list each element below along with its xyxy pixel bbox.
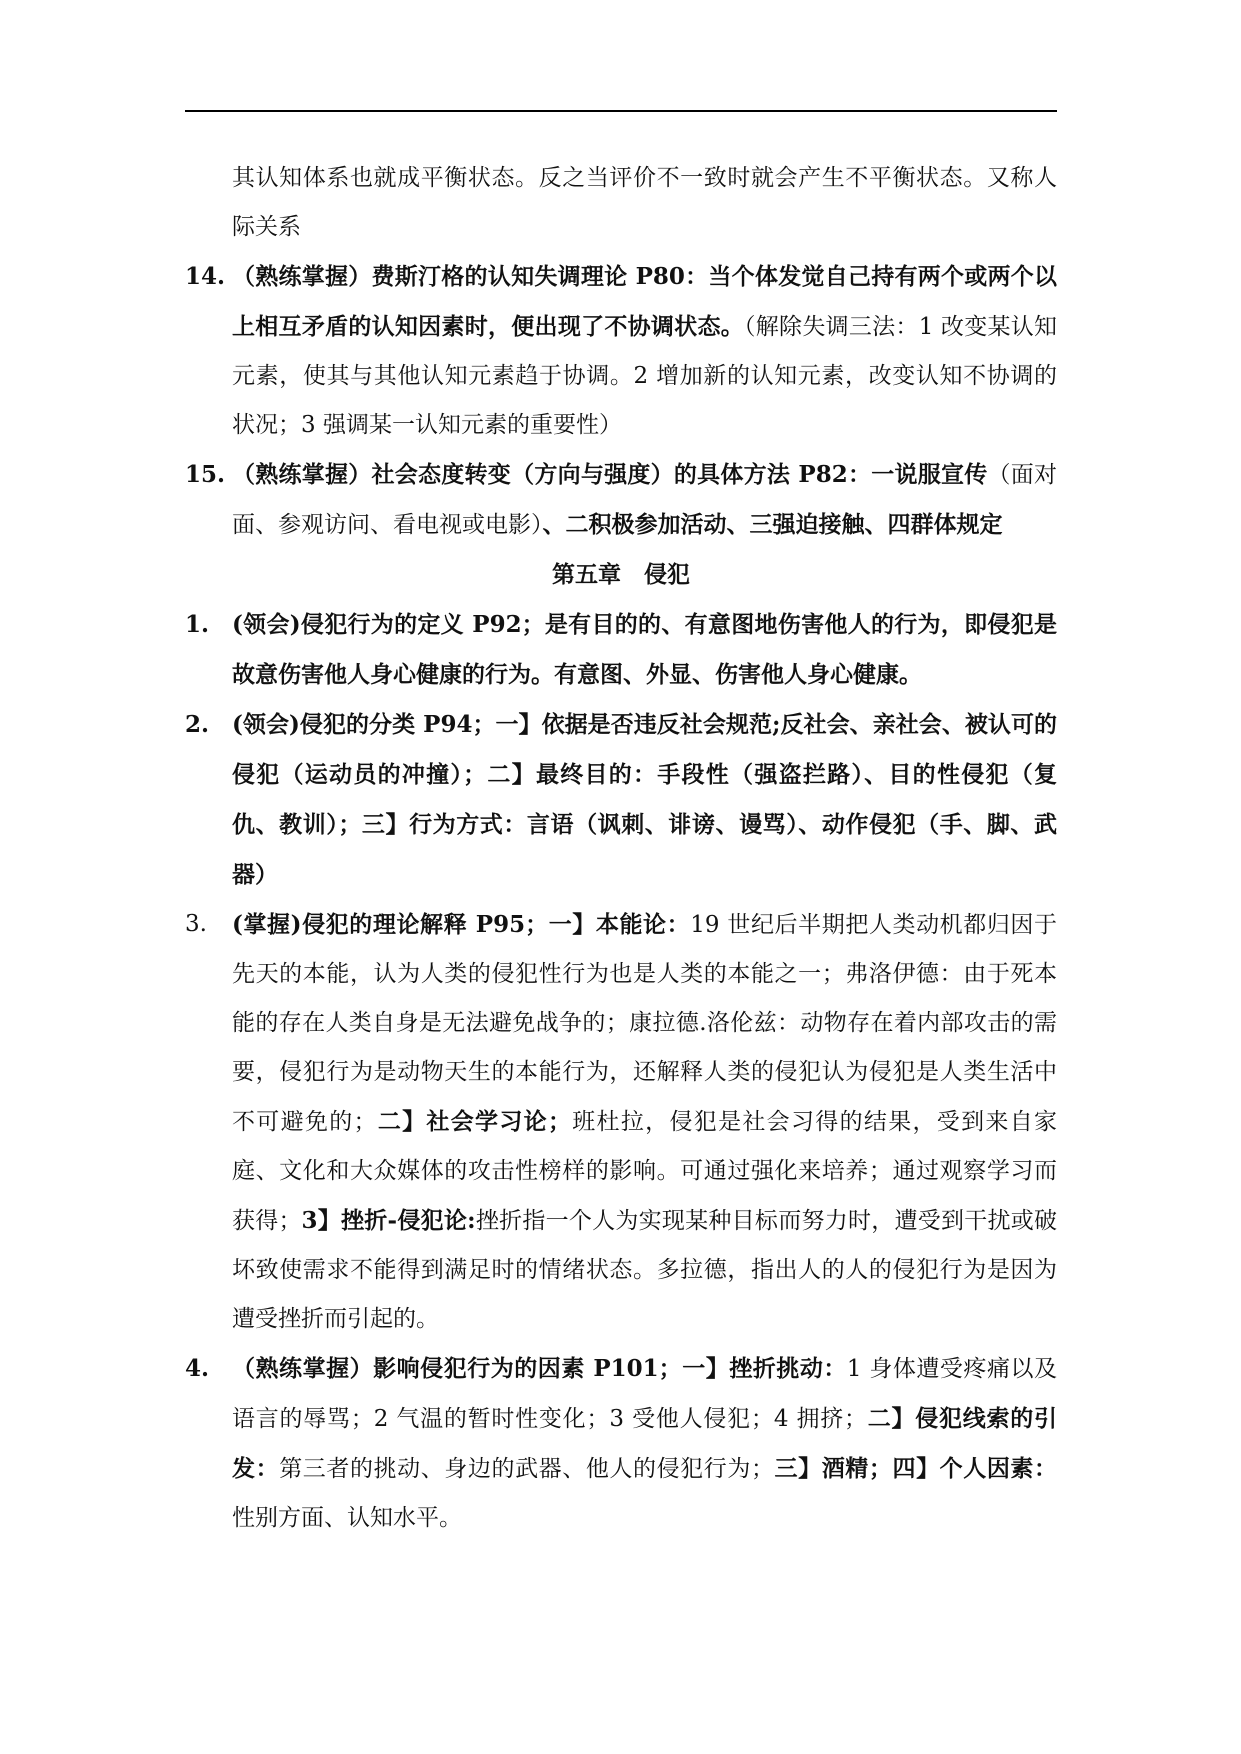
list-item (185, 600, 1057, 700)
list-item (185, 700, 1057, 900)
list-item (185, 1344, 1057, 1543)
document-body (185, 154, 1057, 1543)
item-number: 15. (185, 461, 226, 488)
bold-text: (领会)侵犯的分类 P94；一】依据是否违反社会规范;反社会、亲社会、被认可的侵犯（运动员的冲撞）；二】最终目的：手段性（强盗拦路）、目的性侵犯（复仇、教训）；三】行为方式：言语（讽刺、诽谤、谩骂）、动作侵犯（手、脚、武器） (232, 711, 1057, 888)
item-number: 4. (185, 1355, 210, 1382)
item-number: 3. (185, 911, 207, 937)
item-number: 2. (185, 711, 210, 738)
body-text: 第三者的挑动、身边的武器、他人的侵犯行为； (279, 1456, 774, 1482)
bold-text: (领会)侵犯行为的定义 P92；是有目的的、有意图地伤害他人的行为，即侵犯是故意伤害他人身心健康的行为。有意图、外显、伤害他人身心健康。 (232, 611, 1057, 688)
body-text: 其认知体系也就成平衡状态。反之当评价不一致时就会产生不平衡状态。又称人际关系 (232, 165, 1057, 240)
body-text: （解除失调三法：1 改变某认知元素，使其与其他认知元素趋于协调。2 增加新的认知元素，改变认知不协调的状况；3 强调某一认知元素的重要性） (232, 314, 1058, 438)
body-text: 班杜拉，侵犯是社会习得的结果，受到来自家庭、文化和大众媒体的攻击性榜样的影响。可通过强化来培养；通过观察学习而获得； (232, 1109, 1058, 1234)
item-number: 1. (185, 611, 210, 638)
bold-text: 三】酒精；四】个人因素： (773, 1455, 1058, 1482)
bold-text: 二】社会学习论； (376, 1108, 571, 1135)
list-item (185, 450, 1057, 550)
chapter-heading (185, 550, 1057, 600)
bold-text: 第五章 侵犯 (552, 561, 690, 588)
bold-text: （熟练掌握）社会态度转变（方向与强度）的具体方法 P82：一说服宣传 (232, 461, 988, 488)
bold-text: （熟练掌握）影响侵犯行为的因素 P101；一】挫折挑动： (232, 1355, 847, 1382)
bold-text: (掌握)侵犯的理论解释 P95；一】本能论： (232, 911, 691, 938)
bold-text: （熟练掌握）费斯汀格的认知失调理论 P80：当个体发觉自己持有两个或两个以上相互矛盾的认知因素时，便出现了不协调状态。 (232, 263, 1057, 340)
body-text: 挫折指一个人为实现某种目标而努力时，遭受到干扰或破坏致使需求不能得到满足时的情绪状态。多拉德，指出人的人的侵犯行为是因为遭受挫折而引起的。 (232, 1208, 1058, 1332)
bold-text: 3】挫折-侵犯论: (301, 1207, 476, 1234)
bold-text: 二】侵犯线索的引发： (232, 1405, 1057, 1482)
body-text: （面对面、参观访问、看电视或电影） (232, 462, 1058, 538)
body-text: 1 身体遭受疼痛以及语言的辱骂；2 气温的暂时性变化；3 受他人侵犯；4 拥挤； (232, 1356, 1058, 1432)
list-item (185, 154, 1057, 252)
item-number: 14. (185, 263, 226, 290)
bold-text: 、二积极参加活动、三强迫接触、四群体规定 (542, 511, 1003, 538)
list-item (185, 252, 1057, 450)
body-text: 性别方面、认知水平。 (232, 1505, 462, 1531)
body-text: 19 世纪后半期把人类动机都归因于先天的本能，认为人类的侵犯性行为也是人类的本能之一；弗洛伊德：由于死本能的存在人类自身是无法避免战争的；康拉德.洛伦兹：动物存在着内部攻击的需要，侵犯行为是动物天生的本能行为，还解释人类的侵犯认为侵犯是人类生活中不可避免的； (232, 912, 1058, 1135)
list-item (185, 900, 1057, 1344)
header-rule (185, 110, 1057, 112)
